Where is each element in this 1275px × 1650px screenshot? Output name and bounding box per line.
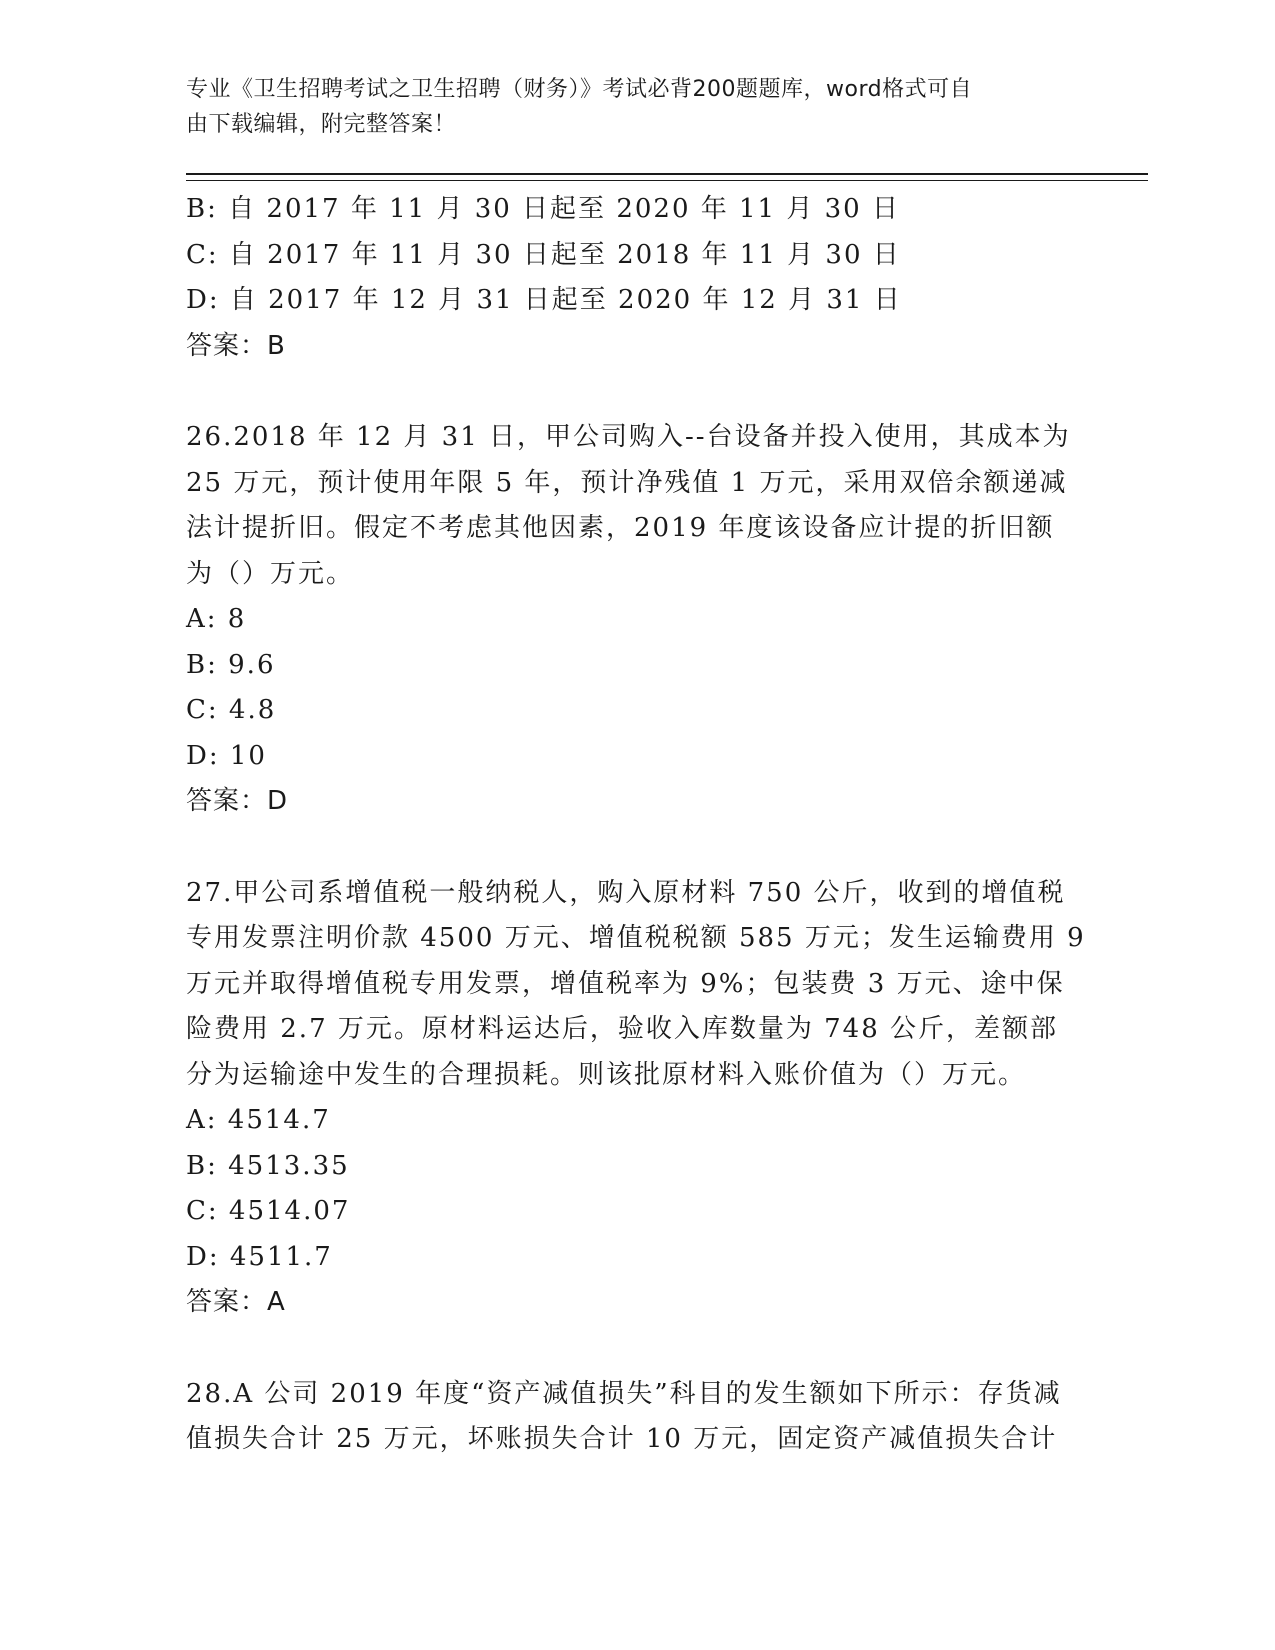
option-c: C: 4514.07	[186, 1196, 351, 1226]
question-26	[186, 415, 1086, 825]
question-stem-line: 万元并取得增值税专用发票，增值税率为 9%；包装费 3 万元、途中保	[186, 968, 1065, 999]
question-stem-line: 为（）万元。	[186, 558, 355, 589]
question-stem-line: 25 万元，预计使用年限 5 年，预计净残值 1 万元，采用双倍余额递减	[186, 467, 1068, 498]
option-d: D: 10	[186, 740, 267, 771]
document-header	[186, 72, 1066, 142]
option-a: A: 4514.7	[186, 1105, 331, 1135]
header-divider-thin	[186, 180, 1148, 181]
option-d: D: 自 2017 年 12 月 31 日起至 2020 年 12 月 31 日	[186, 285, 902, 315]
answer-line: 答案：A	[186, 1287, 286, 1317]
question-stem-line: 险费用 2.7 万元。原材料运达后，验收入库数量为 748 公斤，差额部	[186, 1014, 1059, 1044]
question-25-continued	[186, 187, 1086, 369]
spacer	[186, 1326, 1086, 1372]
header-line-1: 专业《卫生招聘考试之卫生招聘（财务）》考试必背200题题库，word格式可自	[186, 77, 973, 102]
option-b: B: 自 2017 年 11 月 30 日起至 2020 年 11 月 30 日	[186, 194, 900, 224]
spacer	[186, 369, 1086, 415]
question-stem-line: 法计提折旧。假定不考虑其他因素，2019 年度该设备应计提的折旧额	[186, 513, 1055, 543]
spacer	[186, 825, 1086, 871]
question-stem-line: 专用发票注明价款 4500 万元、增值税税额 585 万元；发生运输费用 9	[186, 923, 1086, 953]
answer-line: 答案：B	[186, 330, 286, 361]
question-stem-line: 26.2018 年 12 月 31 日，甲公司购入--台设备并投入使用，其成本为	[186, 422, 1071, 452]
option-b: B: 4513.35	[186, 1150, 350, 1181]
question-stem-line: 27.甲公司系增值税一般纳税人，购入原材料 750 公斤，收到的增值税	[186, 877, 1066, 908]
question-stem-line: 值损失合计 25 万元，坏账损失合计 10 万元，固定资产减值损失合计	[186, 1424, 1058, 1454]
option-d: D: 4511.7	[186, 1241, 333, 1272]
question-27	[186, 871, 1086, 1326]
option-b: B: 9.6	[186, 649, 276, 680]
option-a: A: 8	[186, 604, 247, 634]
question-content	[186, 187, 1086, 1463]
header-divider-thick	[186, 173, 1148, 175]
answer-line: 答案：D	[186, 786, 289, 816]
question-stem-line: 28.A 公司 2019 年度“资产减值损失”科目的发生额如下所示：存货减	[186, 1378, 1062, 1409]
question-stem-line: 分为运输途中发生的合理损耗。则该批原材料入账价值为（）万元。	[186, 1059, 1027, 1090]
question-28	[186, 1372, 1086, 1463]
header-line-2: 由下载编辑，附完整答案！	[186, 112, 457, 137]
option-c: C: 4.8	[186, 695, 277, 725]
option-c: C: 自 2017 年 11 月 30 日起至 2018 年 11 月 30 日	[186, 239, 901, 270]
